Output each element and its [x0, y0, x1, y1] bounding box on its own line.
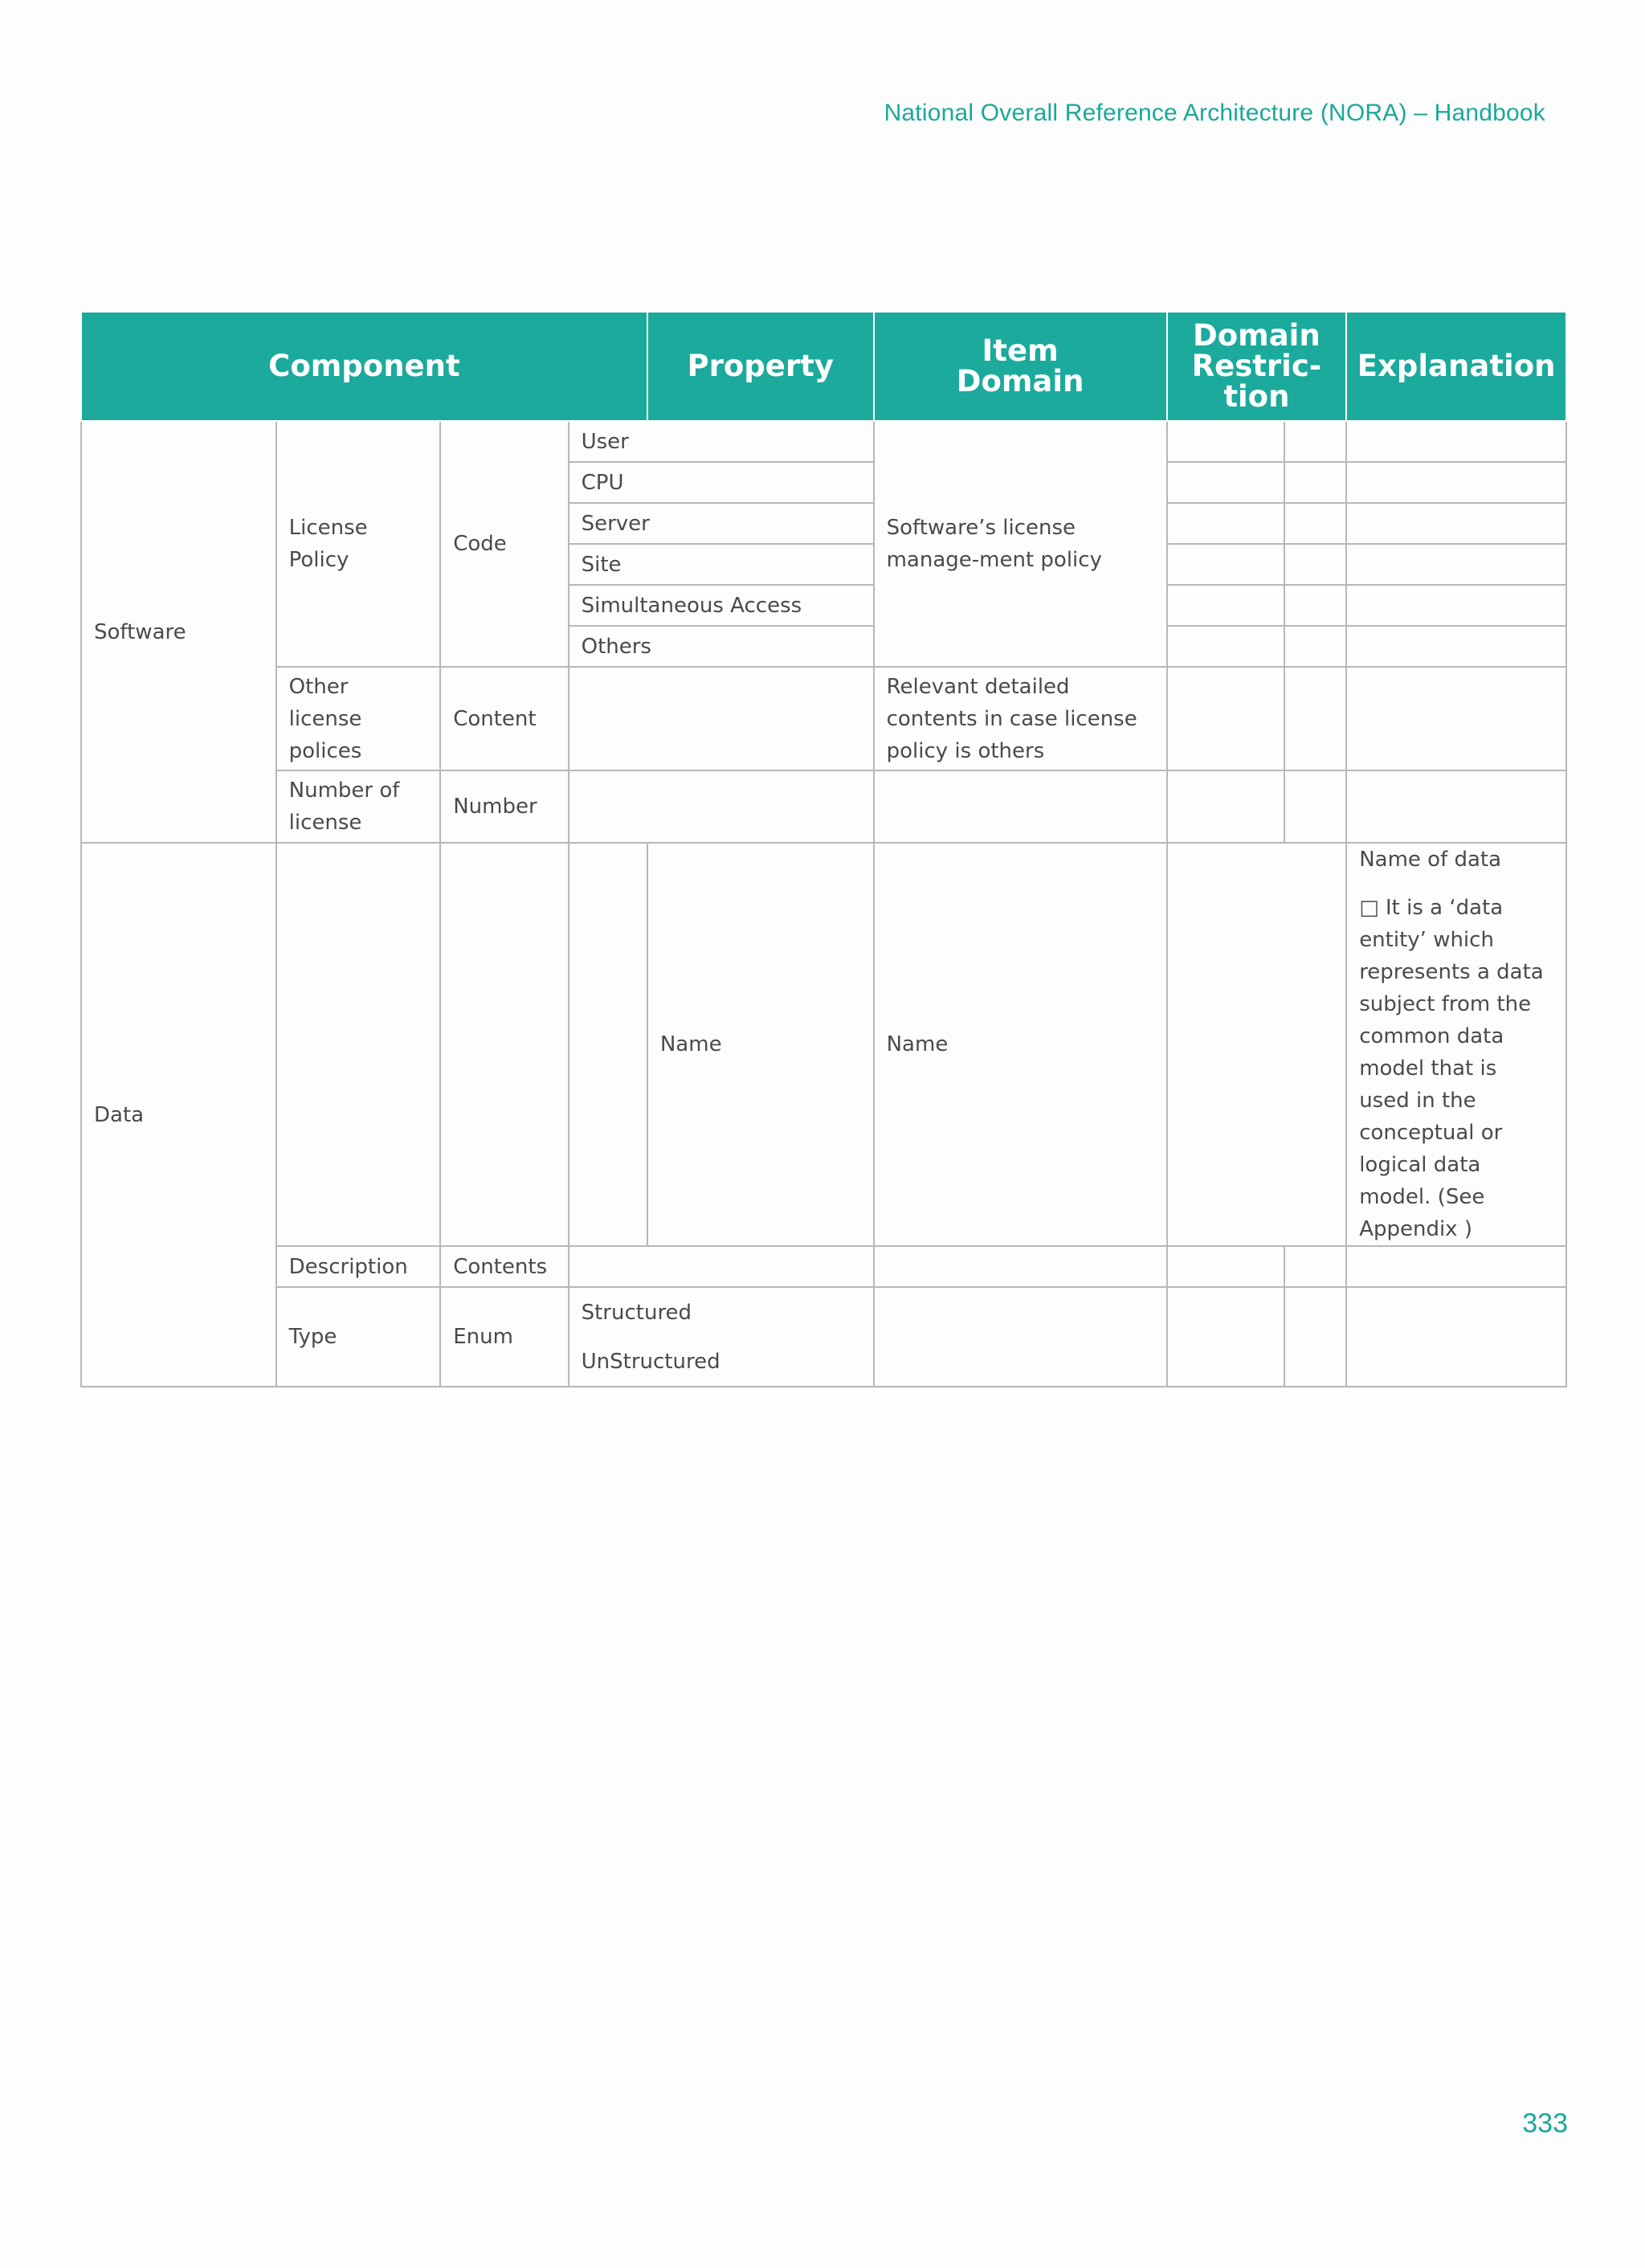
header-item-domain: Item Domain [874, 312, 1167, 421]
header-explanation: Explanation [1346, 312, 1566, 421]
running-head: National Overall Reference Architecture (NORA) – Handbook [884, 100, 1545, 126]
number-of-license-type: Number [440, 770, 568, 843]
other-license-domain: Relevant detailed contents in case license policy is others [874, 667, 1167, 770]
other-license-type: Content [440, 667, 568, 770]
option-cpu: CPU [569, 462, 874, 503]
option-unstructured: UnStructured [581, 1349, 720, 1374]
header-component: Component [81, 312, 647, 421]
option-site: Site [569, 544, 874, 585]
description-name: Description [276, 1246, 441, 1287]
type-options [569, 1287, 874, 1387]
page-number: 333 [1522, 2108, 1568, 2139]
table-row [81, 1287, 1566, 1387]
data-label: Data [81, 843, 276, 1387]
type-name: Type [276, 1287, 441, 1387]
explanation-body: □ It is a ‘data entity’ which represents a data subject from the common data model that is used in the conceptual or logical data model. (See Appendix ) [1359, 896, 1544, 1241]
license-policy-domain: Software’s license manage-ment policy [874, 421, 1167, 667]
table-row [81, 1246, 1566, 1287]
description-type: Contents [440, 1246, 568, 1287]
data-name-domain: Name [874, 843, 1167, 1246]
license-policy-type: Code [440, 421, 568, 667]
option-simultaneous-access: Simultaneous Access [569, 585, 874, 626]
option-user: User [569, 421, 874, 462]
other-license-name: Other license polices [276, 667, 441, 770]
data-name-property: Name [647, 843, 874, 1246]
option-others: Others [569, 626, 874, 667]
attribute-table [80, 311, 1567, 1387]
header-property: Property [647, 312, 874, 421]
software-label: Software [81, 421, 276, 843]
license-policy-name: License Policy [276, 421, 441, 667]
option-structured: Structured [581, 1300, 692, 1325]
explanation-title: Name of data [1359, 848, 1502, 872]
option-server: Server [569, 503, 874, 544]
table-row [81, 667, 1566, 770]
data-name-explanation [1346, 843, 1566, 1246]
table-row [81, 421, 1566, 462]
type-type: Enum [440, 1287, 568, 1387]
table-row [81, 843, 1566, 1246]
table-row [81, 770, 1566, 843]
number-of-license-name: Number of license [276, 770, 441, 843]
header-domain-restriction: Domain Restric-tion [1167, 312, 1347, 421]
